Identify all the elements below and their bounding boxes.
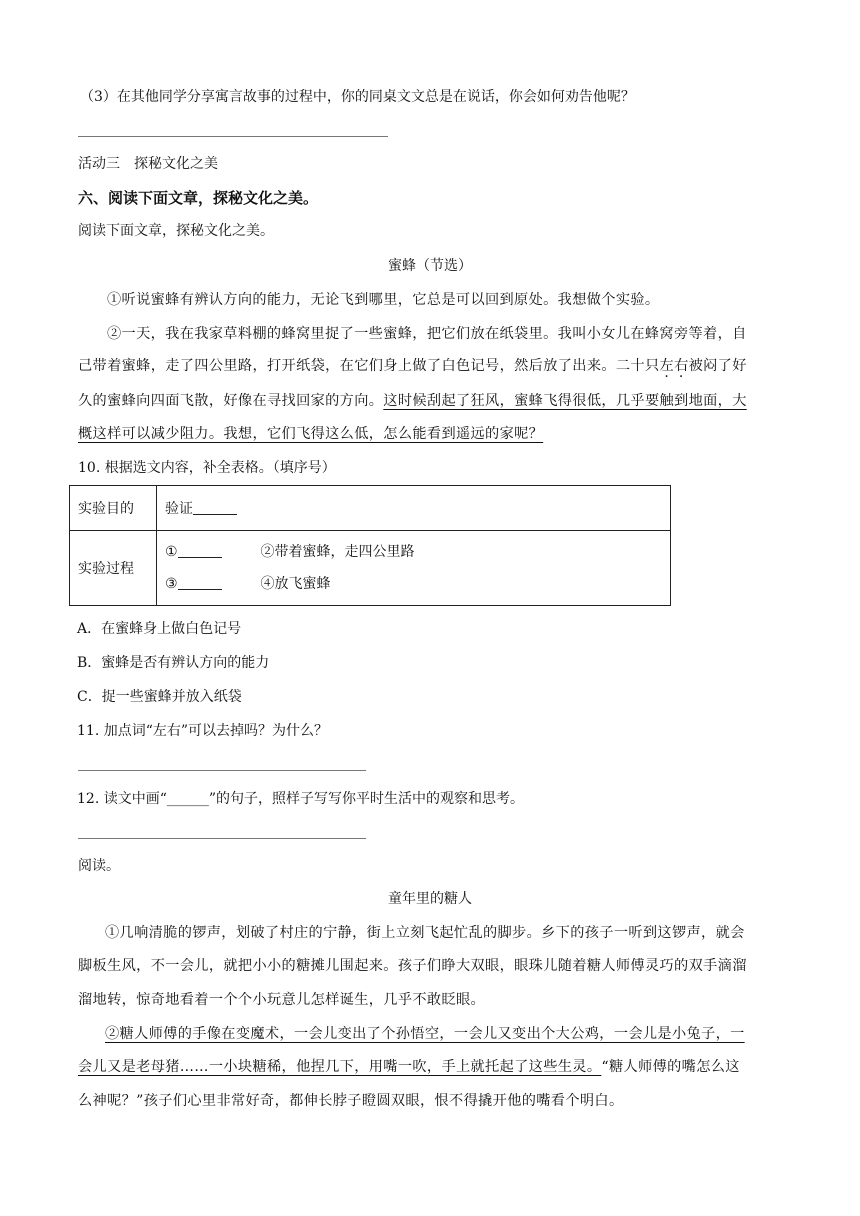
purpose-text: 验证 <box>165 501 193 517</box>
step2-text: ②带着蜜蜂，走四公里路 <box>260 544 415 560</box>
passage1-p2-line4 <box>78 424 543 444</box>
purpose-blank[interactable] <box>193 500 237 515</box>
activity-heading: 活动三 探秘文化之美 <box>78 156 218 172</box>
q3-answer-line[interactable] <box>78 136 388 137</box>
step4-text: ④放飞蜜蜂 <box>260 576 331 592</box>
passage2-p1-line3: 溜地转，惊奇地看着一个个小玩意儿怎样诞生，几乎不敢眨眼。 <box>78 992 486 1008</box>
passage1-p2-line2-text-a: 己带着蜜蜂，走了四公里路，打开纸袋，在它们身上做了白色记号，然后放了出来。二十只 <box>78 358 660 374</box>
q3-question: （3）在其他同学分享寓言故事的过程中，你的同桌文文总是在说话，你会如何劝告他呢？ <box>80 89 635 105</box>
table-row-purpose <box>70 486 671 531</box>
passage2-p1-line1: ①几响清脆的锣声，划破了村庄的宁静，街上立刻飞起忙乱的脚步。乡下的孩子一听到这锣声，就会 <box>105 925 745 941</box>
option-b: B．蜜蜂是否有辨认方向的能力 <box>77 655 270 671</box>
process-row-b <box>165 567 662 601</box>
passage2-underlined-part1: ②糖人师傅的手像在变魔术，一会儿变出了个孙悟空，一会儿又变出个大公鸡，一会儿是小兔子，一 <box>105 1026 745 1042</box>
q12-answer-line[interactable] <box>78 838 366 839</box>
section-six-intro: 阅读下面文章，探秘文化之美。 <box>78 223 274 239</box>
passage1-p2-line3-text: 久的蜜蜂向四面飞散，好像在寻找回家的方向。 <box>78 393 384 409</box>
reading-label: 阅读。 <box>78 858 120 874</box>
step3-blank[interactable] <box>178 575 222 590</box>
row-value-process <box>157 531 671 606</box>
q10-prompt: 10. 根据选文内容，补全表格。（填序号） <box>78 460 336 476</box>
dotted-char-zuo: 左 <box>659 358 675 374</box>
passage2-p1-line2: 脚板生风，不一会儿，就把小小的糖摊儿围起来。孩子们睁大双眼，眼珠儿随着糖人师傅灵巧的双手滴溜 <box>78 958 747 974</box>
passage2-p2-line1 <box>105 1024 745 1044</box>
q11-prompt: 11. 加点词“左右”可以去掉吗？为什么？ <box>77 723 329 739</box>
table-row-process <box>70 531 671 606</box>
step1-blank[interactable] <box>178 543 222 558</box>
passage1-p2-line2 <box>78 356 747 376</box>
underlined-sentence-part1: 这时候刮起了狂风，蜜蜂飞得很低，几乎要触到地面，大 <box>383 393 747 409</box>
passage2-p2-line2 <box>78 1057 740 1077</box>
passage1-p2-line1: ②一天，我在我家草料棚的蜂窝里捉了一些蜜蜂，把它们放在纸袋里。我叫小女儿在蜂窝旁等着，自 <box>107 326 747 342</box>
passage1-p2-line2-text-b: 被闷了好 <box>688 358 747 374</box>
row-label-purpose: 实验目的 <box>70 486 157 531</box>
q12-prompt: 12. 读文中画“______”的句子，照样子写写你平时生活中的观察和思考。 <box>77 791 525 807</box>
row-label-process: 实验过程 <box>70 531 157 606</box>
passage2-title: 童年里的糖人 <box>388 891 472 907</box>
option-a: A．在蜜蜂身上做白色记号 <box>77 621 242 637</box>
experiment-table <box>69 485 671 606</box>
underlined-sentence-part2: 概这样可以减少阻力。我想，它们飞得这么低，怎么能看到遥远的家呢？ <box>78 426 544 442</box>
q11-answer-line[interactable] <box>78 770 366 771</box>
row-value-purpose <box>157 486 671 531</box>
passage1-paragraph1: ①听说蜜蜂有辨认方向的能力，无论飞到哪里，它总是可以回到原处。我想做个实验。 <box>107 292 660 308</box>
passage1-title: 蜜蜂（节选） <box>388 258 472 274</box>
passage2-p2-line3: 么神呢？”孩子们心里非常好奇，都伸长脖子瞪圆双眼，恨不得撬开他的嘴看个明白。 <box>78 1093 624 1109</box>
passage1-p2-line3 <box>78 391 747 411</box>
passage2-p2-line2-rest: “糖人师傅的嘴怎么这 <box>601 1059 740 1075</box>
process-row-a <box>165 535 662 569</box>
passage2-underlined-part2: 会儿又是老母猪……一小块糖稀，他捏几下，用嘴一吹，手上就托起了这些生灵。 <box>78 1059 602 1075</box>
step1-label: ① <box>165 544 178 560</box>
step3-label: ③ <box>165 576 178 592</box>
option-c: C．捉一些蜜蜂并放入纸袋 <box>77 689 242 705</box>
section-six-title: 六、阅读下面文章，探秘文化之美。 <box>78 189 319 207</box>
dotted-char-you: 右 <box>674 358 689 374</box>
